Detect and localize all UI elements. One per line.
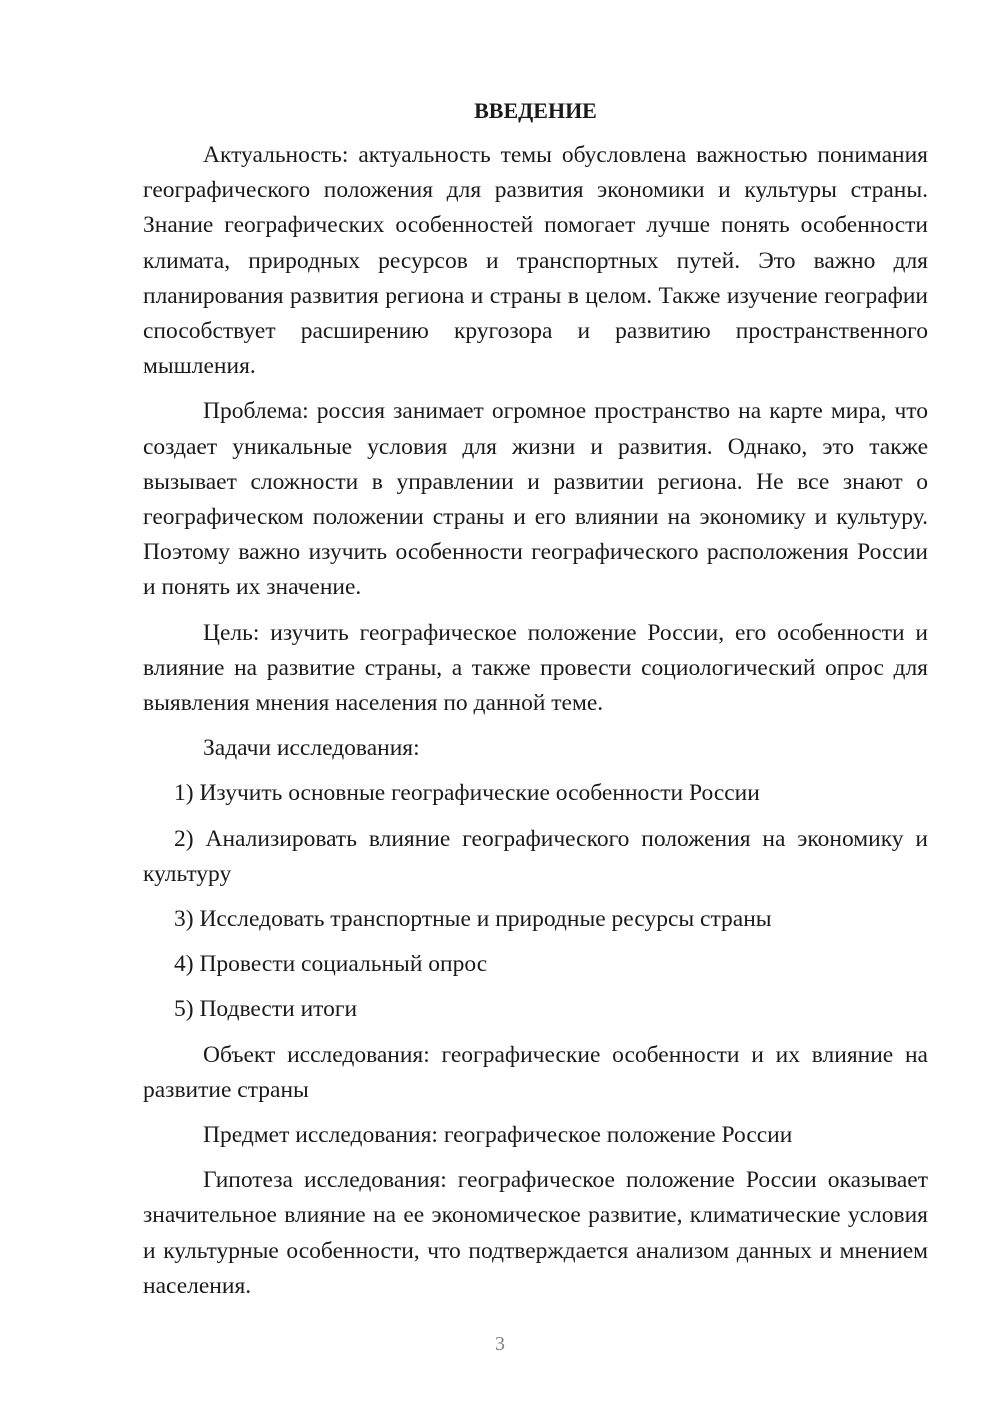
task-item: 2) Анализировать влияние географического положения на экономику и культуру bbox=[143, 825, 928, 887]
hypothesis-paragraph: Гипотеза исследования: географическое положение России оказывает значительное влияние на ее экономическое развитие, климатические условия и культурные особенности, что подтверждается анализом данных и мнением населения. bbox=[143, 1167, 928, 1299]
task-item: 4) Провести социальный опрос bbox=[174, 951, 488, 978]
task-item: 3) Исследовать транспортные и природные ресурсы страны bbox=[174, 906, 772, 933]
problem-paragraph: Проблема: россия занимает огромное пространство на карте мира, что создает уникальные условия для жизни и развития. Однако, это также вызывает сложности в управлении и развитии региона. Не все знают о географическом положении страны и его влиянии на экономику и культуру. Поэтому важно изучить особенности географического расположения России и понять их значение. bbox=[143, 398, 928, 601]
page-number: 3 bbox=[495, 1333, 505, 1355]
section-heading: ВВЕДЕНИЕ bbox=[474, 98, 597, 123]
tasks-title: Задачи исследования: bbox=[203, 735, 420, 762]
subject-paragraph: Предмет исследования: географическое положение России bbox=[203, 1122, 793, 1149]
object-paragraph: Объект исследования: географические особенности и их влияние на развитие страны bbox=[143, 1041, 928, 1103]
page-content bbox=[143, 93, 928, 1314]
goal-paragraph: Цель: изучить географическое положение России, его особенности и влияние на развитие страны, а также провести социологический опрос для выявления мнения населения по данной теме. bbox=[143, 619, 928, 717]
task-item: 5) Подвести итоги bbox=[174, 996, 358, 1023]
task-item: 1) Изучить основные географические особенности России bbox=[174, 780, 760, 807]
relevance-paragraph: Актуальность: актуальность темы обусловлена важностью понимания географического положения для развития экономики и культуры страны. Знание географических особенностей помогает лучше понять особенности климата, природных ресурсов и транспортных путей. Это важно для планирования развития региона и страны в целом. Также изучение географии способствует расширению кругозора и развитию пространственного мышления. bbox=[143, 142, 928, 380]
